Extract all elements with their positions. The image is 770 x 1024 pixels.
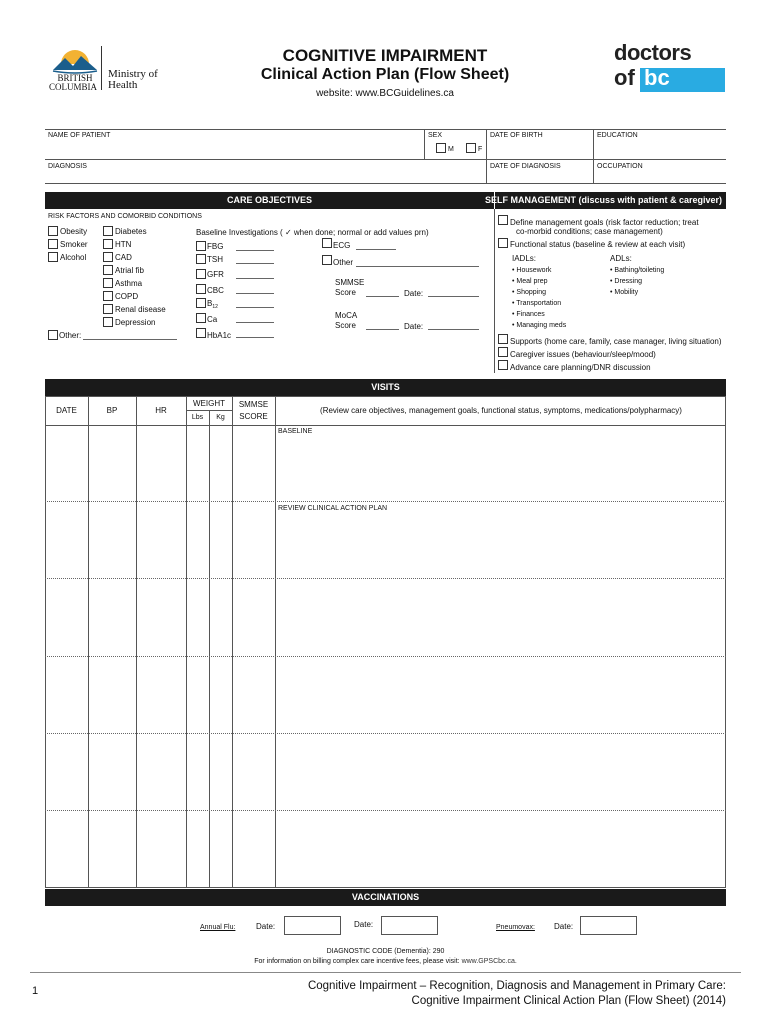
visits-col-bp [88,396,89,888]
self-management-divider [494,209,495,373]
ecg-line[interactable] [356,249,396,250]
tsh-checkbox[interactable] [196,254,206,264]
caregiver-issues-label: Caregiver issues (behaviour/sleep/mood) [510,350,656,359]
ecg-checkbox[interactable] [322,238,332,248]
visit-row-rule-2 [45,578,726,579]
iadl-item: • Finances [512,311,545,318]
patient-mid-rule [45,159,726,160]
other-investigation-line[interactable] [356,266,479,267]
adl-item: • Bathing/toileting [610,267,665,274]
risk-factors-header: RISK FACTORS AND COMORBID CONDITIONS [48,213,202,220]
diabetes-checkbox[interactable] [103,226,113,236]
annual-flu-label: Annual Flu: [200,924,236,931]
self-management-header [484,192,726,209]
of-wordmark: of [614,65,635,90]
ca-label: Ca [207,315,218,324]
billing-info-text: For information on billing complex care incentive fees, please visit: [254,958,462,965]
pneumovax-date-field[interactable] [580,916,637,935]
vaccinations-header [45,889,726,906]
htn-label: HTN [115,240,132,249]
supports-checkbox[interactable] [498,334,508,344]
name-of-patient-label: NAME OF PATIENT [48,132,111,139]
patient-div1 [424,129,425,159]
visit-row-rule-3 [45,656,726,657]
obesity-checkbox[interactable] [48,226,58,236]
moca-score-label: Score [335,321,356,330]
diabetes-label: Diabetes [115,227,147,236]
flu-date2-field[interactable] [381,916,438,935]
smmse-score-label: Score [335,288,356,297]
moca-date-line[interactable] [428,329,479,330]
pneumovax-date-label: Date: [554,922,574,931]
asthma-label: Asthma [115,279,143,288]
gov-line1: BRITISH [57,73,93,83]
smmse-score-line[interactable] [366,296,399,297]
copd-label: COPD [115,292,139,301]
date-column-header: DATE [56,406,77,415]
care-objectives-header [45,192,494,209]
sex-label: SEX [428,132,443,139]
fbg-checkbox[interactable] [196,241,206,251]
other-investigation-label: Other [333,258,354,267]
baseline-label: BASELINE [278,428,313,435]
tsh-line[interactable] [236,263,274,264]
lbs-column-header: Lbs [191,414,204,421]
care-objectives-title: CARE OBJECTIVES [226,195,313,205]
visits-col-notes [275,396,276,888]
visits-header [45,379,726,396]
bc-government-logo [45,42,105,92]
visits-header-rule [45,425,726,426]
management-goals-line1: Define management goals (risk factor reduction; treat [510,218,699,227]
atrial-fib-checkbox[interactable] [103,265,113,275]
adl-item: • Mobility [610,289,639,296]
website-text: website: www.BCGuidelines.ca [316,88,454,99]
gfr-label: GFR [207,270,224,279]
ca-line[interactable] [236,322,274,323]
atrial-fib-label: Atrial fib [115,266,144,275]
smmse-date-line[interactable] [428,296,479,297]
adl-item: • Dressing [610,278,643,285]
fbg-label: FBG [207,242,224,251]
smmse-column-header-line2: SCORE [239,412,268,421]
alcohol-checkbox[interactable] [48,252,58,262]
weight-subheader-rule [186,410,232,411]
ca-checkbox[interactable] [196,313,206,323]
ministry-line1: Ministry of [108,68,158,80]
patient-bottom-rule [45,183,726,184]
visit-row-rule-5 [45,810,726,811]
hba1c-line[interactable] [236,337,274,338]
smoker-checkbox[interactable] [48,239,58,249]
other-investigation-checkbox[interactable] [322,255,332,265]
footer-rule [30,972,741,973]
logo-divider [101,46,102,90]
vaccinations-title: VACCINATIONS [351,892,420,902]
other-risk-line[interactable] [83,339,177,340]
patient-div3 [593,129,594,183]
ministry-line2: Health [108,79,138,91]
visit-row-rule-4 [45,733,726,734]
smmse-label: SMMSE [335,278,365,287]
baseline-investigations-title: Baseline Investigations ( ✓ when done; normal or add values prn) [196,228,429,237]
smoker-label: Smoker [60,240,88,249]
supports-label: Supports (home care, family, case manager, living situation) [510,337,722,346]
obesity-label: Obesity [60,227,88,236]
cbc-line[interactable] [236,293,274,294]
gov-line2: COLUMBIA [48,82,97,92]
sex-m-label: M [448,146,454,153]
b12-checkbox[interactable] [196,298,206,308]
patient-top-rule [45,129,726,130]
moca-label: MoCA [335,311,358,320]
htn-checkbox[interactable] [103,239,113,249]
copd-checkbox[interactable] [103,291,113,301]
smmse-date-label: Date: [404,289,424,298]
alcohol-label: Alcohol [60,253,87,262]
visits-col-hr [136,396,137,888]
advance-care-checkbox[interactable] [498,360,508,370]
kg-column-header: Kg [216,414,225,421]
b12-letter: B [207,299,213,308]
cad-checkbox[interactable] [103,252,113,262]
b12-subscript: 12 [212,304,218,310]
gpsc-link[interactable]: www.GPSCbc.ca [461,958,515,965]
cbc-label: CBC [207,286,224,295]
weight-column-header: WEIGHT [193,399,225,408]
other-risk-checkbox[interactable] [48,330,58,340]
reference-line2: Cognitive Impairment Clinical Action Plan (Flow Sheet) (2014) [411,995,726,1007]
other-risk-label: Other: [59,331,82,340]
visit-review-instructions: (Review care objectives, management goals, functional status, symptoms, medications/polypharmacy) [320,406,682,415]
diagnosis-label: DIAGNOSIS [48,163,87,170]
functional-status-label: Functional status (baseline & review at each visit) [510,240,686,249]
hba1c-label: HbA1c [207,331,232,340]
management-goals-checkbox[interactable] [498,215,508,225]
iadl-item: • Housework [512,267,552,274]
moca-date-label: Date: [404,322,424,331]
date-of-diagnosis-label: DATE OF DIAGNOSIS [490,163,561,170]
management-goals-line2: co-morbid conditions; case management) [516,227,663,236]
visits-col-weight [186,396,187,888]
billing-info [45,957,726,966]
cbc-checkbox[interactable] [196,284,206,294]
bp-column-header: BP [106,406,118,415]
occupation-label: OCCUPATION [597,163,643,170]
iadls-title: IADLs: [512,254,537,263]
iadl-item: • Meal prep [512,278,548,285]
review-clinical-action-plan-label: REVIEW CLINICAL ACTION PLAN [278,505,388,512]
self-management-title: SELF MANAGEMENT (discuss with patient & caregiver) [484,195,722,205]
iadl-item: • Transportation [512,300,562,307]
iadl-item: • Shopping [512,289,546,296]
patient-div2 [486,129,487,183]
smmse-column-header-line1: SMMSE [238,400,269,409]
billing-period: . [514,958,517,965]
flu-date2-label: Date: [354,920,374,929]
depression-checkbox[interactable] [103,317,113,327]
page-subtitle: Clinical Action Plan (Flow Sheet) [260,66,510,83]
sex-f-checkbox[interactable] [466,143,476,153]
doctors-of-bc-logo [612,42,727,94]
doctors-wordmark: doctors [614,40,692,65]
ecg-label: ECG [333,241,351,250]
bc-sun-mountain-icon [45,42,105,74]
caregiver-issues-checkbox[interactable] [498,347,508,357]
gfr-checkbox[interactable] [196,269,206,279]
bc-wordmark: bc [644,65,670,90]
page-title: COGNITIVE IMPAIRMENT [282,46,488,65]
functional-status-checkbox[interactable] [498,238,508,248]
reference-line1: Cognitive Impairment – Recognition, Diagnosis and Management in Primary Care: [307,980,726,992]
gfr-line[interactable] [236,278,274,279]
renal-disease-checkbox[interactable] [103,304,113,314]
renal-disease-label: Renal disease [115,305,166,314]
hba1c-checkbox[interactable] [196,328,206,338]
adls-title: ADLs: [610,254,632,263]
advance-care-label: Advance care planning/DNR discussion [510,363,651,372]
b12-label [207,299,218,312]
bc-wordmark-box [640,65,725,92]
sex-f-label: F [478,146,483,153]
date-of-birth-label: DATE OF BIRTH [490,132,543,139]
visits-table [45,396,726,888]
flu-date1-field[interactable] [284,916,341,935]
visits-col-smmse [232,396,233,888]
education-label: EDUCATION [597,132,638,139]
visits-col-kg [209,410,210,888]
moca-score-line[interactable] [366,329,399,330]
flu-date1-label: Date: [256,922,276,931]
visits-title: VISITS [371,382,400,392]
tsh-label: TSH [207,255,223,264]
sex-m-checkbox[interactable] [436,143,446,153]
visit-row-rule-1 [45,501,726,502]
asthma-checkbox[interactable] [103,278,113,288]
depression-label: Depression [115,318,156,327]
hr-column-header: HR [155,406,167,415]
diagnostic-code: DIAGNOSTIC CODE (Dementia): 290 [326,948,445,955]
b12-line[interactable] [236,307,274,308]
pneumovax-label: Pneumovax: [496,924,535,931]
iadl-item: • Managing meds [512,322,567,329]
fbg-line[interactable] [236,250,274,251]
page-number: 1 [32,985,39,997]
cad-label: CAD [115,253,132,262]
